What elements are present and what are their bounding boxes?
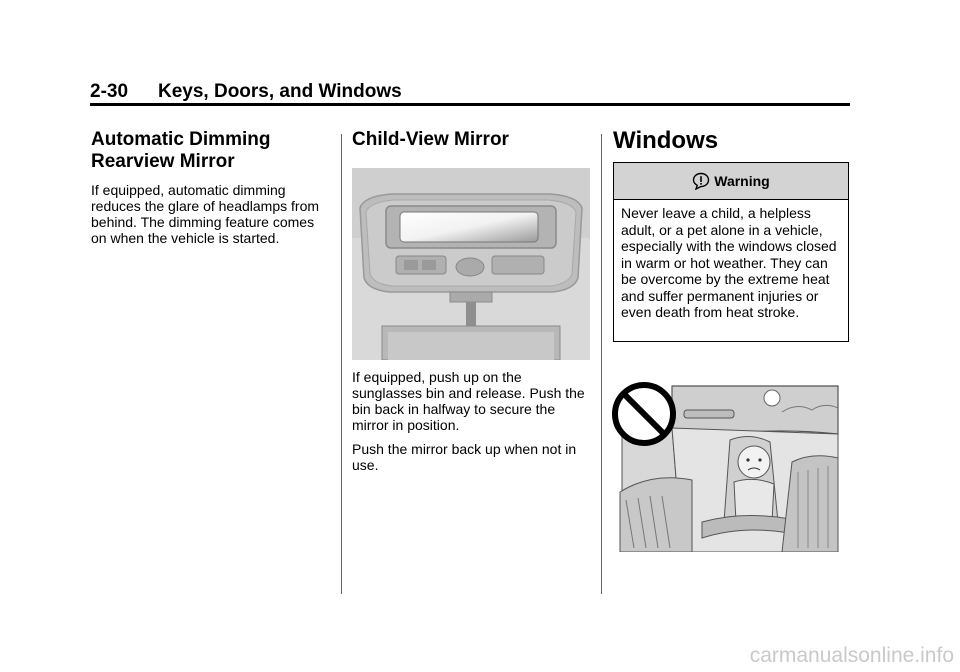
warning-title: Warning xyxy=(714,173,770,189)
section-heading-automatic-dimming: Automatic Dimming Rearview Mirror xyxy=(91,129,271,172)
child-in-car-illustration xyxy=(612,372,840,552)
column-divider-2 xyxy=(601,134,602,594)
column-divider-1 xyxy=(341,134,342,594)
warning-header xyxy=(614,163,848,200)
section-heading-child-view: Child-View Mirror xyxy=(352,129,509,150)
automatic-dimming-text: If equipped, automatic dimming reduces the glare of headlamps from behind. The dimming feature comes on when the vehicle is started. xyxy=(91,182,320,246)
section-heading-windows: Windows xyxy=(613,127,719,154)
warning-icon xyxy=(692,172,710,190)
child-view-body xyxy=(352,369,588,473)
warning-box xyxy=(613,162,849,342)
column-windows xyxy=(613,126,849,156)
watermark: carmanualsonline.info xyxy=(749,644,954,667)
chapter-title: Keys, Doors, and Windows xyxy=(158,81,402,102)
child-view-mirror-illustration xyxy=(352,168,590,360)
column-automatic-dimming xyxy=(91,129,326,246)
child-view-text-2: Push the mirror back up when not in use. xyxy=(352,441,577,473)
page-header xyxy=(90,80,850,104)
page-number: 2-30 xyxy=(90,81,129,102)
warning-text: Never leave a child, a helpless adult, or a pet alone in a vehicle, especially with the windows closed in warm or hot weather. They can be overcome by the extreme heat and suffer permanent injuries or even death from heat stroke. xyxy=(621,205,837,320)
child-view-text-1: If equipped, push up on the sunglasses bin and release. Push the bin back in halfway to secure the mirror in position. xyxy=(352,369,585,433)
column-child-view xyxy=(352,129,588,151)
header-rule xyxy=(90,103,850,106)
